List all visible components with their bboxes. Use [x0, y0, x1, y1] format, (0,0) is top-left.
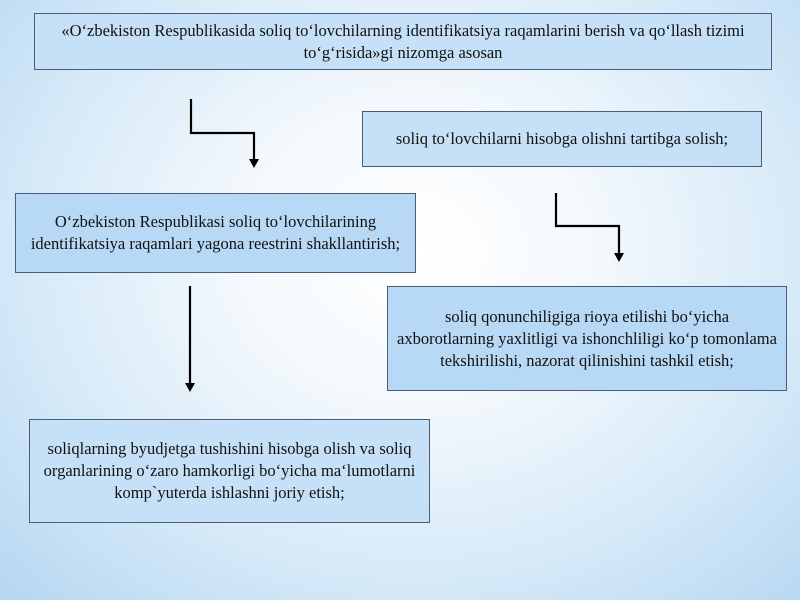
- registration-text: soliq to‘lovchilarni hisobga olishni tartibga solish;: [395, 129, 729, 148]
- verification-box: [387, 286, 787, 391]
- computerization-box: [29, 419, 430, 523]
- elbow-arrow-2: [556, 193, 624, 262]
- registration-box: [362, 111, 762, 167]
- down-arrow-3: [185, 286, 195, 392]
- elbow-arrow-1: [191, 99, 259, 168]
- computerization-text: soliqlarning byudjetga tushishini hisobga olish va soliq organlarining o‘zaro hamkorligi bo‘yicha ma‘lumotlarni komp`yuterda ishlashni joriy etish;: [43, 439, 416, 502]
- regulation-box: [34, 13, 772, 70]
- registry-text: O‘zbekiston Respublikasi soliq to‘lovchilarining identifikatsiya raqamlari yagona reestrini shakllantirish;: [30, 212, 401, 253]
- regulation-text: «O‘zbekiston Respublikasida soliq to‘lovchilarning identifikatsiya raqamlarini berish va qo‘llash tizimi to‘g‘risida»gi nizomga asosan: [61, 20, 745, 62]
- registry-box: [15, 193, 416, 273]
- verification-text: soliq qonunchiligiga rioya etilishi bo‘yicha axborotlarning yaxlitligi va ishonchliligi ko‘p tomonlama tekshirilishi, nazorat qilinishini tashkil etish;: [397, 306, 777, 370]
